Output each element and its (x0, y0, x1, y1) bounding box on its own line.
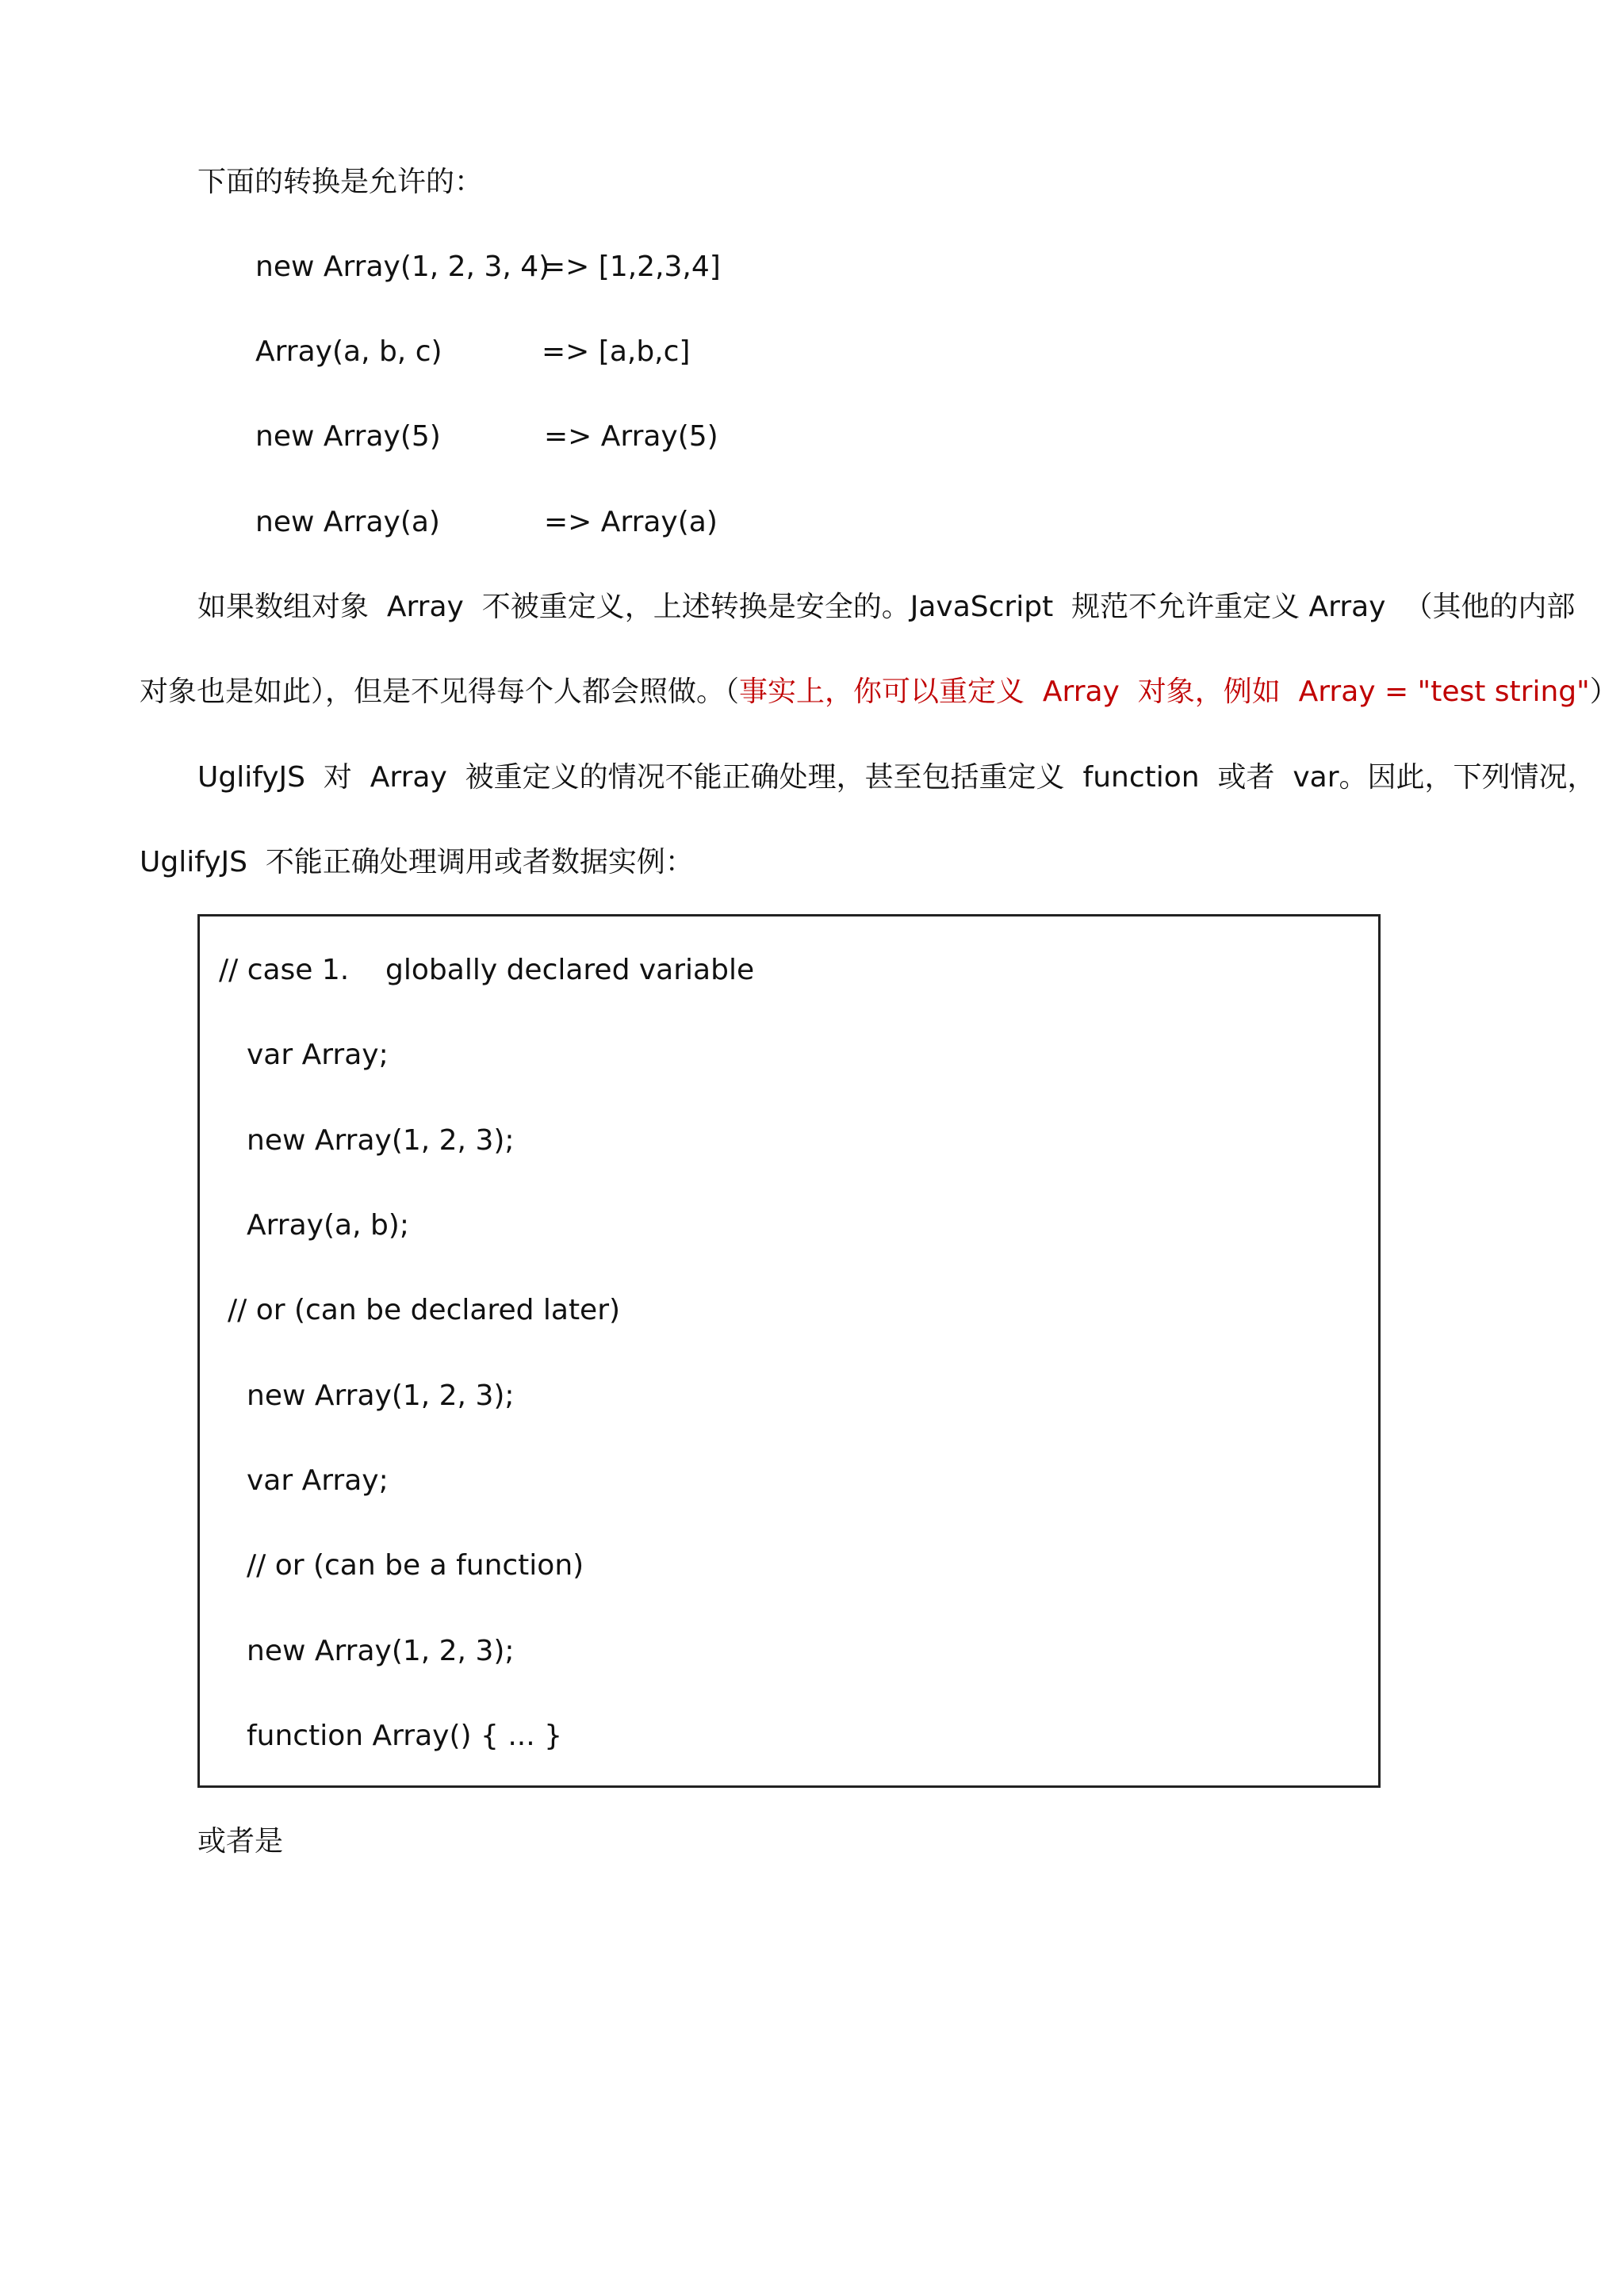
code-line-10: function Array() { ... } (247, 1720, 563, 1752)
paragraph-1-line-2 (140, 675, 1618, 710)
paragraph-2-line-2: UglifyJS 不能正确处理调用或者数据实例： (140, 846, 694, 878)
trailing-text: 或者是 (197, 1825, 284, 1858)
paragraph-1-close: ） (1589, 675, 1618, 708)
conversion-to-1: => [1,2,3,4] (542, 251, 721, 283)
code-line-1: // case 1. globally declared variable (219, 954, 755, 986)
code-line-2: var Array; (247, 1039, 389, 1071)
conversion-from-4: new Array(a) (255, 506, 440, 538)
intro-text: 下面的转换是允许的： (197, 166, 484, 198)
conversion-to-4: => Array(a) (544, 506, 718, 538)
paragraph-2-line-1: UglifyJS 对 Array 被重定义的情况不能正确处理，甚至包括重定义 function 或者 var。因此，下列情况， (197, 761, 1596, 794)
code-line-5: // or (can be declared later) (228, 1294, 621, 1326)
paragraph-1-line-1: 如果数组对象 Array 不被重定义，上述转换是安全的。JavaScript 规范不允许重定义 Array （其他的内部 (197, 591, 1576, 623)
code-line-3: new Array(1, 2, 3); (247, 1124, 515, 1157)
conversion-to-3: => Array(5) (544, 420, 718, 453)
conversion-from-2: Array(a, b, c) (255, 335, 442, 368)
code-line-6: new Array(1, 2, 3); (247, 1380, 515, 1412)
conversion-from-3: new Array(5) (255, 420, 441, 453)
paragraph-1-text: 对象也是如此），但是不见得每个人都会照做。（ (140, 675, 740, 708)
conversion-to-2: => [a,b,c] (542, 335, 691, 368)
code-line-9: new Array(1, 2, 3); (247, 1635, 515, 1667)
code-line-4: Array(a, b); (247, 1209, 409, 1242)
code-line-8: // or (can be a function) (247, 1549, 584, 1582)
code-line-7: var Array; (247, 1464, 389, 1497)
highlight-note: 事实上，你可以重定义 Array 对象，例如 Array = "test string" (739, 675, 1590, 708)
conversion-from-1: new Array(1, 2, 3, 4) (255, 251, 550, 283)
